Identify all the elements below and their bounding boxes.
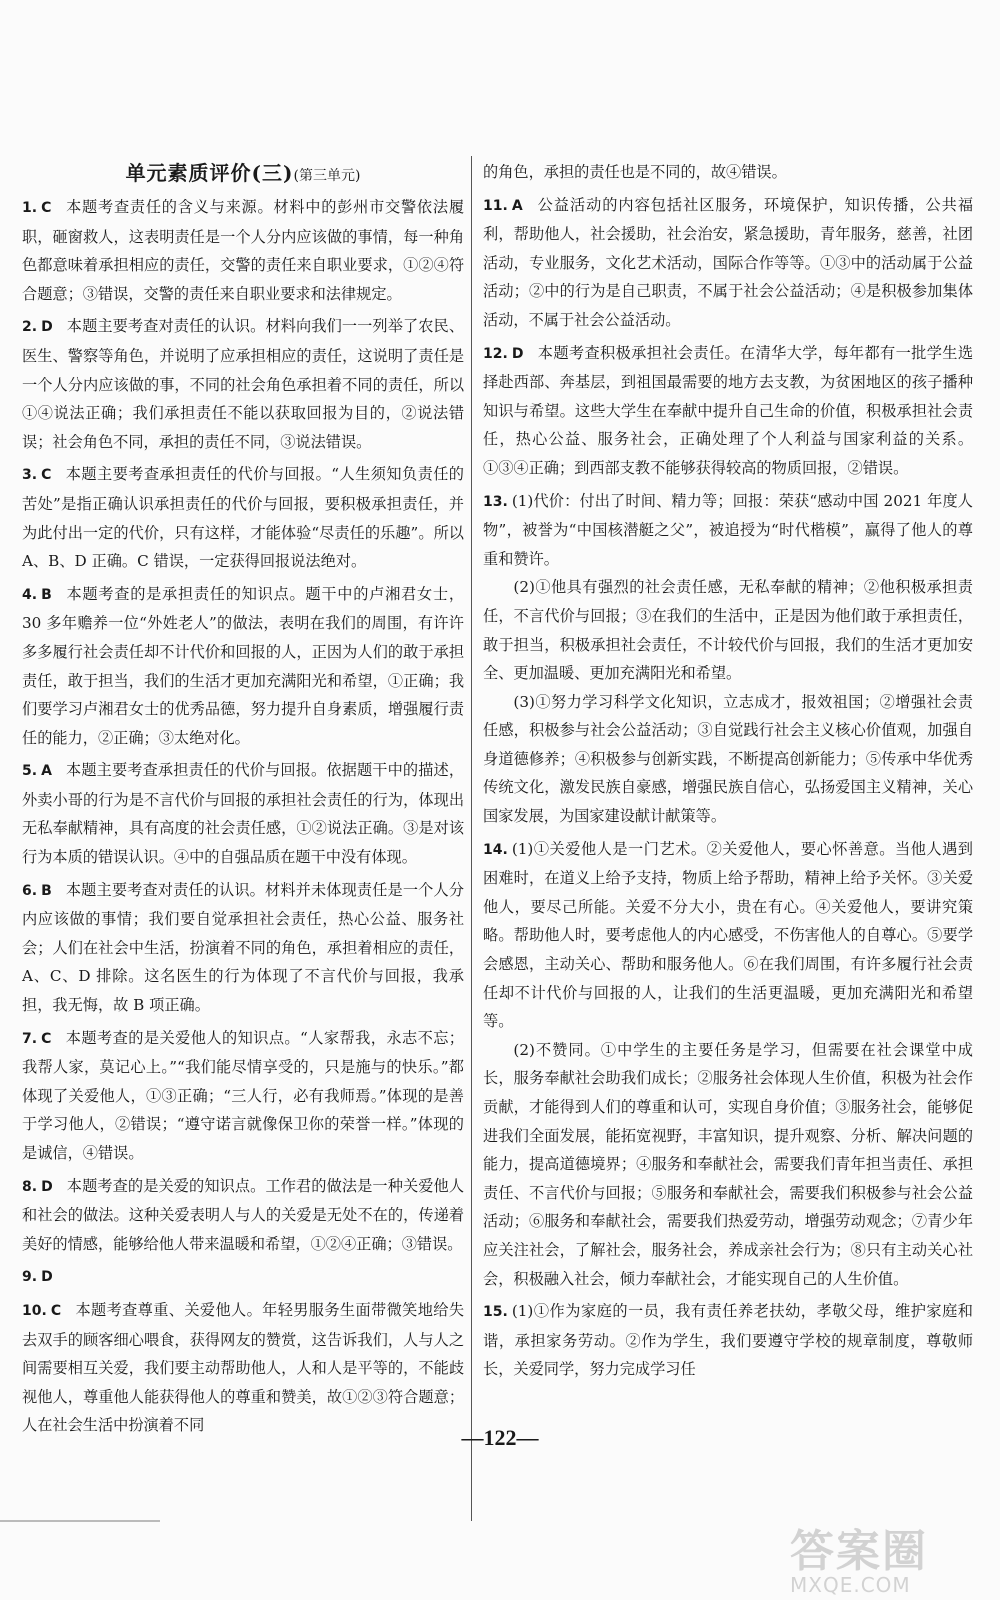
- answer-item: [483, 191, 973, 335]
- right-column: [483, 158, 973, 1388]
- question-number: 9.: [22, 1269, 38, 1286]
- section-title: [22, 158, 464, 191]
- explanation-paragraph: 本题考查积极承担社会责任。在清华大学，每年都有一批学生选择赴西部、奔基层，到祖国最需要的地方去支教，为贫困地区的孩子播种知识与希望。这些大学生在奉献中提升自己生命的价值，积极承担社会责任，热心公益、服务社会，正确处理了个人利益与国家利益的关系。①③④正确；到西部支教不能够获得较高的物质回报，②错误。: [483, 343, 973, 477]
- explanation-paragraph: (2)①他具有强烈的社会责任感，无私奉献的精神；②他积极承担责任，不言代价与回报；③在我们的生活中，正是因为他们敢于承担责任，敢于担当，积极承担社会责任，不计较代价与回报，我们的生活才更加安全、更加温暖、更加充满阳光和希望。: [483, 578, 973, 683]
- question-number: 5.: [22, 763, 38, 780]
- answer-letter: C: [41, 467, 52, 484]
- question-number: 8.: [22, 1178, 38, 1195]
- explanation-text: 本题考查的是关爱的知识点。工作君的做法是一种关爱他人和社会的做法。这种关爱表明人与人的关爱是无处不在的，传递着美好的情感，能够给他人带来温暖和希望，①②④正确；③错误。: [22, 1176, 464, 1253]
- answer-letter: D: [41, 319, 53, 336]
- answer-letter: C: [41, 1030, 52, 1047]
- explanation-text: 本题考查的是承担责任的知识点。题干中的卢湘君女士，30 多年赡养一位“外姓老人”的做法，表明在我们的周围，有许许多多履行社会责任却不计代价和回报的人，正因为人们的敢于承担责任，敢于担当，我们的生活才更加充满阳光和希望，①正确；我们要学习卢湘君女士的优秀品德，努力提升自身素质，增强履行责任的能力，②正确；③太绝对化。: [22, 584, 464, 747]
- question-number: 15.: [483, 1304, 508, 1321]
- question-number: 2.: [22, 319, 38, 336]
- answer-item: [22, 756, 464, 871]
- question-number: 11.: [483, 197, 508, 214]
- explanation-text: 本题主要考查承担责任的代价与回报。依据题干中的描述，外卖小哥的行为是不言代价与回报的承担社会责任的行为，体现出无私奉献精神，具有高度的社会责任感，①②说法正确。③是对该行为本质的错误认识。④中的自强品质在题干中没有体现。: [22, 761, 464, 867]
- answer-item: [22, 876, 464, 1020]
- answer-item: [22, 580, 464, 753]
- right-answer-list: [483, 191, 973, 1384]
- watermark-logo: [790, 1515, 990, 1595]
- explanation-text: 本题考查的是关爱他人的知识点。“人家帮我，永志不忘；我帮人家，莫记心上。”“我们能尽情享受的，只是施与的快乐。”都体现了关爱他人，①③正确；“三人行，必有我师焉。”体现的是善于学习他人，②错误；“遵守诺言就像保卫你的荣誉一样。”体现的是诚信，④错误。: [22, 1028, 464, 1162]
- explanation-text: 本题主要考查对责任的认识。材料并未体现责任是一个人分内应该做的事情；我们要自觉承担社会责任，热心公益、服务社会；人们在社会中生活，扮演着不同的角色，承担着相应的责任，A、C、D 排除。这名医生的行为体现了不言代价与回报，我承担，我无悔，故 B 项正确。: [22, 880, 464, 1015]
- answer-item: [22, 312, 464, 456]
- answer-item: [22, 193, 464, 308]
- answer-letter: D: [41, 1178, 53, 1195]
- explanation-paragraph: (1)代价：付出了时间、精力等；回报：荣获“感动中国 2021 年度人物”，被誉为“中国核潜艇之父”，被追授为“时代楷模”，赢得了他人的尊重和赞许。: [483, 491, 973, 568]
- question-number: 10.: [22, 1302, 47, 1319]
- explanation-paragraph: 公益活动的内容包括社区服务，环境保护，知识传播，公共福利，帮助他人，社会援助，社会治安，紧急援助，青年服务，慈善，社团活动，专业服务，文化艺术活动，国际合作等等。①③中的活动属于公益活动；②中的行为是自己职责，不属于社会公益活动；④是积极参加集体活动，不属于社会公益活动。: [483, 195, 973, 329]
- question-number: 4.: [22, 586, 38, 603]
- answer-letter: A: [511, 197, 523, 214]
- question-number: 6.: [22, 882, 38, 899]
- bottom-rule: [0, 1520, 160, 1522]
- question-number: 14.: [483, 841, 508, 858]
- explanation-text: 本题考查责任的含义与来源。材料中的彭州市交警依法履职，砸窗救人，这表明责任是一个人分内应该做的事情，每一种角色都意味着承担相应的责任，交警的责任来自职业要求，①②④符合题意；③错误，交警的责任来自职业要求和法律规定。: [22, 198, 464, 303]
- column-divider: [471, 156, 472, 1521]
- title-main: 单元素质评价(三): [125, 161, 294, 185]
- answer-item: [483, 487, 973, 831]
- explanation-paragraph: (2)不赞同。①中学生的主要任务是学习，但需要在社会课堂中成长，服务奉献社会助我们成长；②服务社会体现人生价值，积极为社会作贡献，才能得到人们的尊重和认可，实现自身价值；③服务社会，能够促进我们全面发展，能拓宽视野，丰富知识，提升观察、分析、解决问题的能力，提高道德境界；④服务和奉献社会，需要我们青年担当责任、承担责任、不言代价与回报；⑤服务和奉献社会，需要我们积极参与社会公益活动；⑥服务和奉献社会，需要我们热爱劳动，增强劳动观念；⑦青少年应关注社会，了解社会，服务社会，养成亲社会行为；⑧只有主动关心社会，积极融入社会，倾力奉献社会，才能实现自己的人生价值。: [483, 1040, 973, 1288]
- question-number: 12.: [483, 345, 508, 362]
- page-number: —122—: [461, 1425, 539, 1450]
- watermark-cn: 答案圈: [790, 1526, 928, 1577]
- answer-item: [22, 1024, 464, 1168]
- left-answer-list: [22, 193, 464, 1440]
- answer-letter: B: [41, 882, 52, 899]
- answer-item: [22, 460, 464, 575]
- question-number: 13.: [483, 493, 508, 510]
- answer-letter: B: [41, 586, 52, 603]
- answer-letter: D: [511, 345, 524, 362]
- answer-item: [483, 835, 973, 1294]
- answer-item: [483, 339, 973, 483]
- question-number: 1.: [22, 200, 38, 216]
- left-column: [22, 158, 464, 1444]
- answer-item: [22, 1296, 464, 1440]
- answer-item: [22, 1172, 464, 1259]
- title-sub: (第三单元): [293, 168, 361, 184]
- question-number: 3.: [22, 467, 38, 484]
- answer-item: [22, 1262, 464, 1292]
- answer-letter: C: [50, 1302, 62, 1319]
- explanation-text: 本题主要考查承担责任的代价与回报。“人生须知负责任的苦处”是指正确认识承担责任的代价与回报，要积极承担责任，并为此付出一定的代价，只有这样，才能体验“尽责任的乐趣”。所以 A、B、D 正确。C 错误，一定获得回报说法绝对。: [22, 465, 464, 571]
- answer-letter: C: [41, 200, 52, 216]
- explanation-text: 本题主要考查对责任的认识。材料向我们一一列举了农民、医生、警察等角色，并说明了应承担相应的责任，这说明了责任是一个人分内应该做的事，不同的社会角色承担着不同的责任，所以①④说法正确；我们承担责任不能以获取回报为目的，②说法错误；社会角色不同，承担的责任不同，③说法错误。: [22, 317, 464, 451]
- question-number: 7.: [22, 1030, 38, 1047]
- continued-text: 的角色，承担的责任也是不同的，故④错误。: [483, 163, 787, 181]
- answer-letter: D: [41, 1269, 53, 1286]
- explanation-paragraph: (1)①关爱他人是一门艺术。②关爱他人，要心怀善意。当他人遇到困难时，在道义上给予支持，物质上给予帮助，精神上给予关怀。③关爱他人，要尽己所能。关爱不分大小，贵在有心。④关爱他人，要讲究策略。帮助他人时，要考虑他人的内心感受，不伤害他人的自尊心。⑤要学会感恩，主动关心、帮助和服务他人。⑥在我们周围，有许多履行社会责任却不计代价与回报的人，让我们的生活更温暖，更加充满阳光和希望等。: [483, 839, 973, 1031]
- watermark-en: MXQE.COM: [790, 1573, 911, 1597]
- explanation-text: 本题考查尊重、关爱他人。年轻男服务生面带微笑地给失去双手的顾客细心喂食，获得网友的赞赏，这告诉我们，人与人之间需要相互关爱，我们要主动帮助他人，人和人是平等的，不能歧视他人，尊重他人能获得他人的尊重和赞美，故①②③符合题意；人在社会生活中扮演着不同: [22, 1300, 464, 1435]
- explanation-paragraph: (3)①努力学习科学文化知识，立志成才，报效祖国；②增强社会责任感，积极参与社会公益活动；③自觉践行社会主义核心价值观，加强自身道德修养；④积极参与创新实践，不断提高创新能力；⑤传承中华优秀传统文化，激发民族自豪感，增强民族自信心，弘扬爱国主义精神，关心国家发展，为国家建设献计献策等。: [483, 692, 973, 826]
- answer-letter: A: [41, 763, 52, 780]
- answer-item: [483, 1297, 973, 1384]
- explanation-paragraph: (1)①作为家庭的一员，我有责任养老扶幼，孝敬父母，维护家庭和谐，承担家务劳动。②作为学生，我们要遵守学校的规章制度，尊敬师长，关爱同学，努力完成学习任: [483, 1302, 973, 1379]
